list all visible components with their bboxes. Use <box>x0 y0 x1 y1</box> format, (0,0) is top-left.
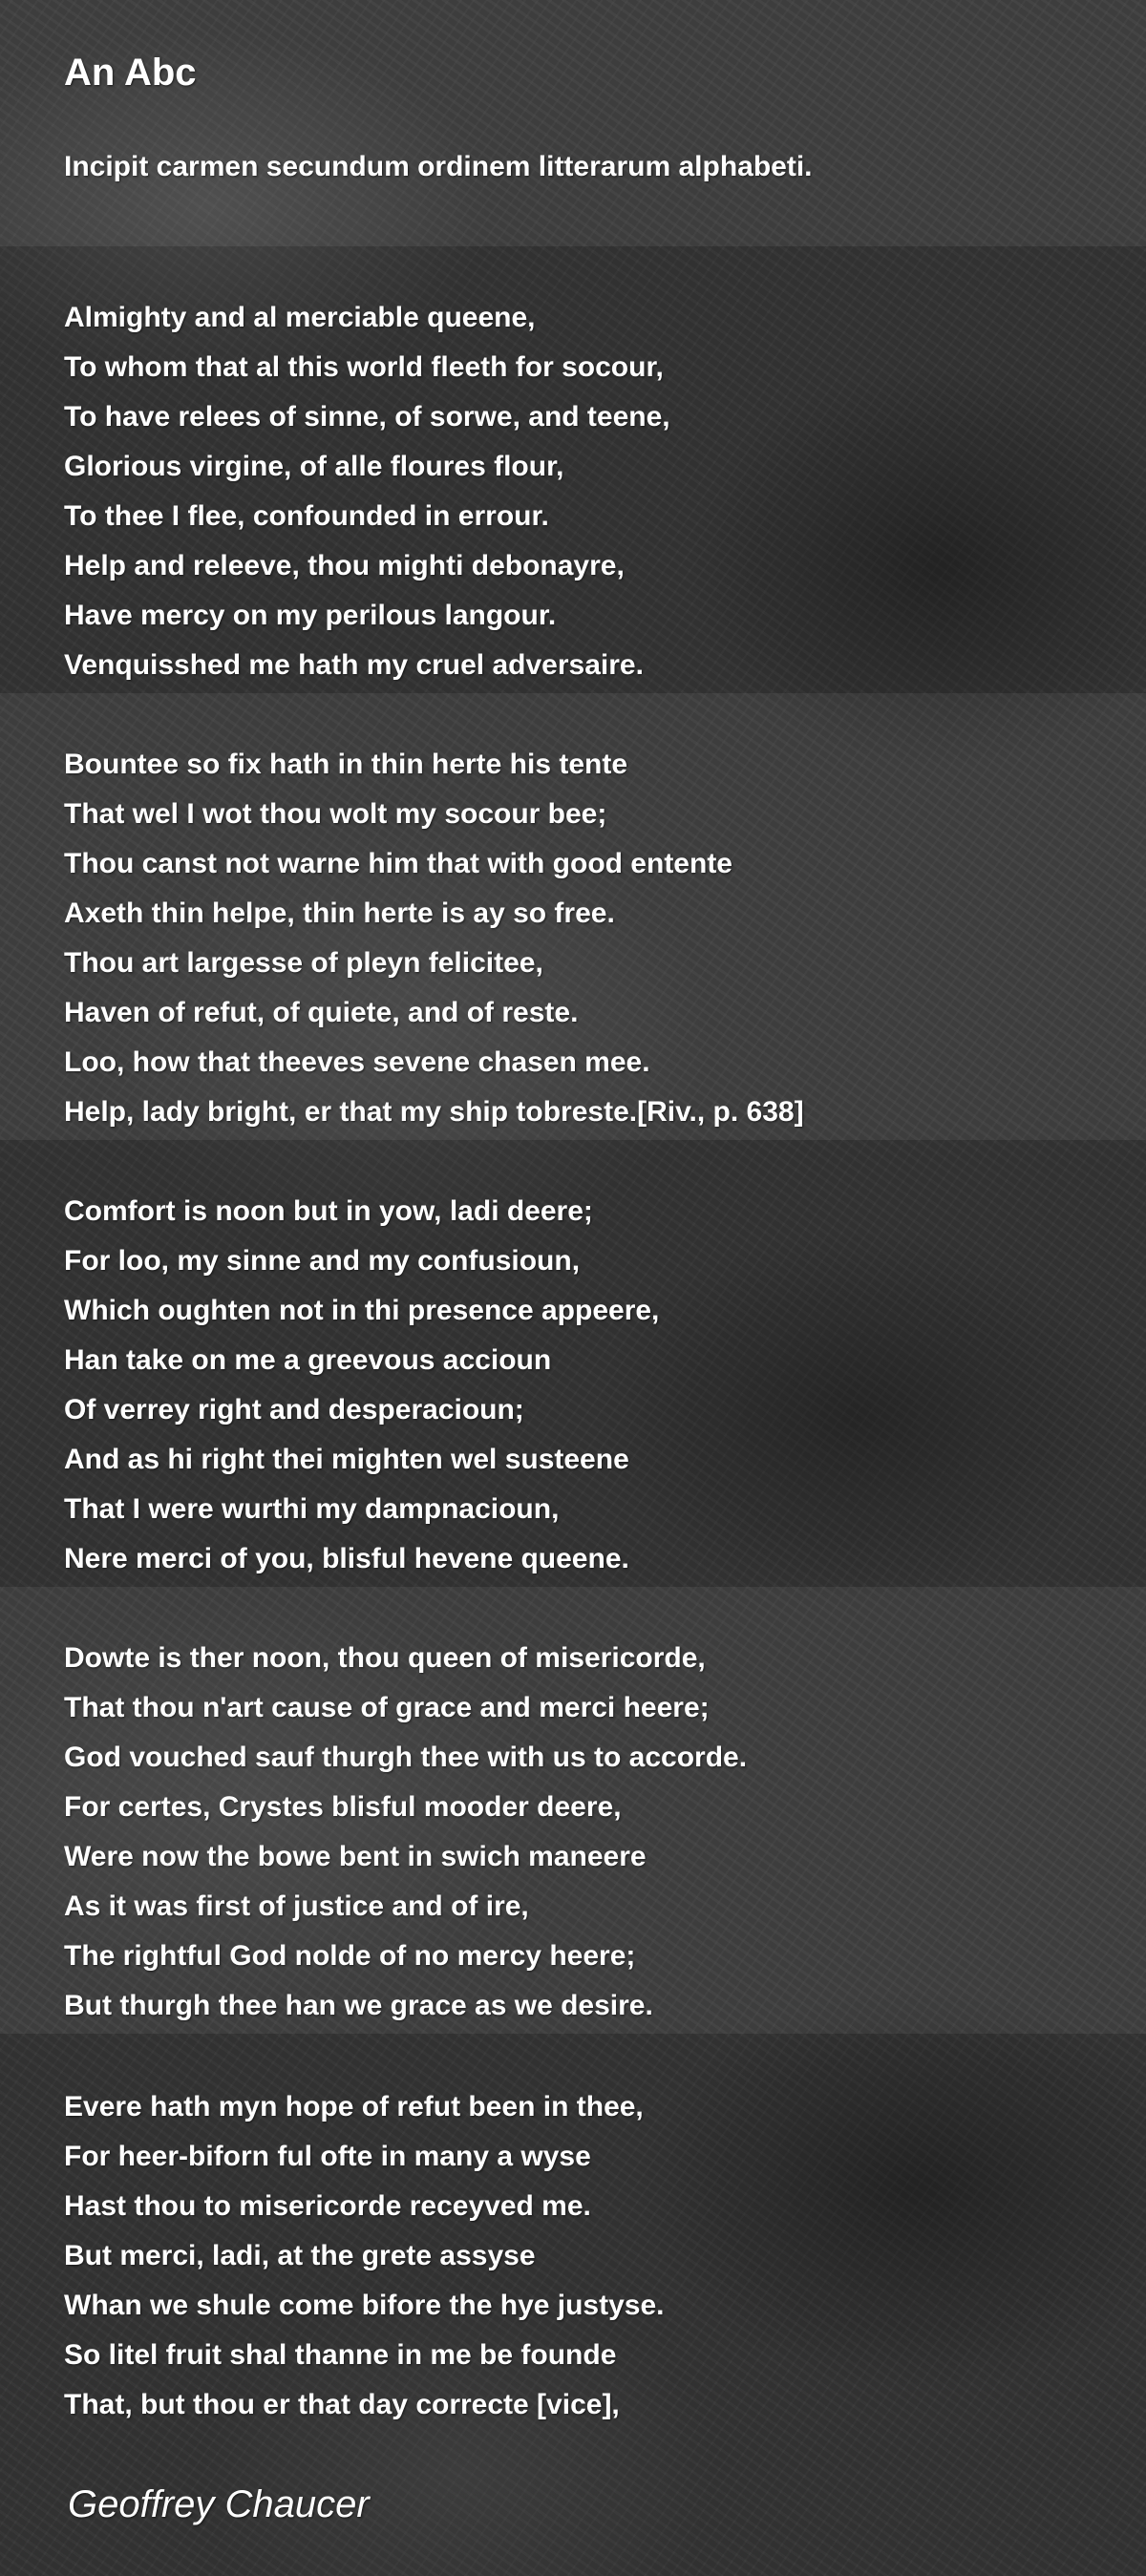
poem-line: Glorious virgine, of alle floures flour, <box>64 451 564 482</box>
poem-title: An Abc <box>64 52 197 94</box>
poem-line: Dowte is ther noon, thou queen of misericorde, <box>64 1642 706 1674</box>
poem-line: For heer-biforn ful ofte in many a wyse <box>64 2141 591 2172</box>
poem-line: Han take on me a greevous accioun <box>64 1344 552 1376</box>
poem-line: That wel I wot thou wolt my socour bee; <box>64 798 607 830</box>
poem-line: Of verrey right and desperacioun; <box>64 1394 524 1425</box>
stanza <box>64 293 670 690</box>
poem-line: For loo, my sinne and my confusioun, <box>64 1245 581 1277</box>
poem-line: Nere merci of you, blisful hevene queene. <box>64 1543 629 1574</box>
poem-line: For certes, Crystes blisful mooder deere, <box>64 1791 622 1823</box>
stanza <box>64 2082 665 2430</box>
poem-line: Were now the bowe bent in swich maneere <box>64 1841 647 1872</box>
poem-line: That, but thou er that day correcte [vice], <box>64 2389 620 2420</box>
poem-line: Thou art largesse of pleyn felicitee, <box>64 947 543 979</box>
poem-line: Evere hath myn hope of refut been in thee, <box>64 2091 644 2122</box>
poem-line: To have relees of sinne, of sorwe, and teene, <box>64 401 670 433</box>
poem-line: So litel fruit shal thanne in me be founde <box>64 2339 617 2371</box>
poem-line: Have mercy on my perilous langour. <box>64 600 557 631</box>
poem-line: To thee I flee, confounded in errour. <box>64 500 549 532</box>
poem-line: Almighty and al merciable queene, <box>64 302 536 333</box>
poem-line: Which oughten not in thi presence appeere, <box>64 1295 660 1326</box>
poem-line: To whom that al this world fleeth for socour, <box>64 351 664 383</box>
stanza <box>64 1634 747 2031</box>
poem-line: Thou canst not warne him that with good entente <box>64 848 732 879</box>
poem-line: God vouched sauf thurgh thee with us to accorde. <box>64 1742 748 1773</box>
stanza <box>64 740 804 1137</box>
stanza <box>64 1187 659 1584</box>
poem-line: Loo, how that theeves sevene chasen mee. <box>64 1046 650 1078</box>
poem-line: Axeth thin helpe, thin herte is ay so free. <box>64 897 615 929</box>
poem-subtitle: Incipit carmen secundum ordinem litterarum alphabeti. <box>64 151 813 182</box>
poem-line: Comfort is noon but in yow, ladi deere; <box>64 1195 593 1227</box>
poem-line: As it was first of justice and of ire, <box>64 1890 529 1922</box>
poem-line: The rightful God nolde of no mercy heere; <box>64 1940 636 1972</box>
poem-line: Hast thou to misericorde receyved me. <box>64 2190 591 2222</box>
poem-line: Help and releeve, thou mighti debonayre, <box>64 550 625 581</box>
poem-line: Whan we shule come bifore the hye justyse. <box>64 2290 665 2321</box>
poem-line: That thou n'art cause of grace and merci heere; <box>64 1692 710 1723</box>
poem-line: Help, lady bright, er that my ship tobreste.[Riv., p. 638] <box>64 1096 804 1128</box>
poem-line: Haven of refut, of quiete, and of reste. <box>64 997 579 1028</box>
poem-line: But thurgh thee han we grace as we desire. <box>64 1990 653 2021</box>
poem-line: Bountee so fix hath in thin herte his tente <box>64 749 628 780</box>
poem-line: And as hi right thei mighten wel susteene <box>64 1444 629 1475</box>
poem-line: Venquisshed me hath my cruel adversaire. <box>64 649 644 681</box>
poem-line: That I were wurthi my dampnacioun, <box>64 1493 560 1525</box>
poem-author: Geoffrey Chaucer <box>68 2483 370 2525</box>
header-band <box>0 0 1146 246</box>
poem-line: But merci, ladi, at the grete assyse <box>64 2240 536 2271</box>
